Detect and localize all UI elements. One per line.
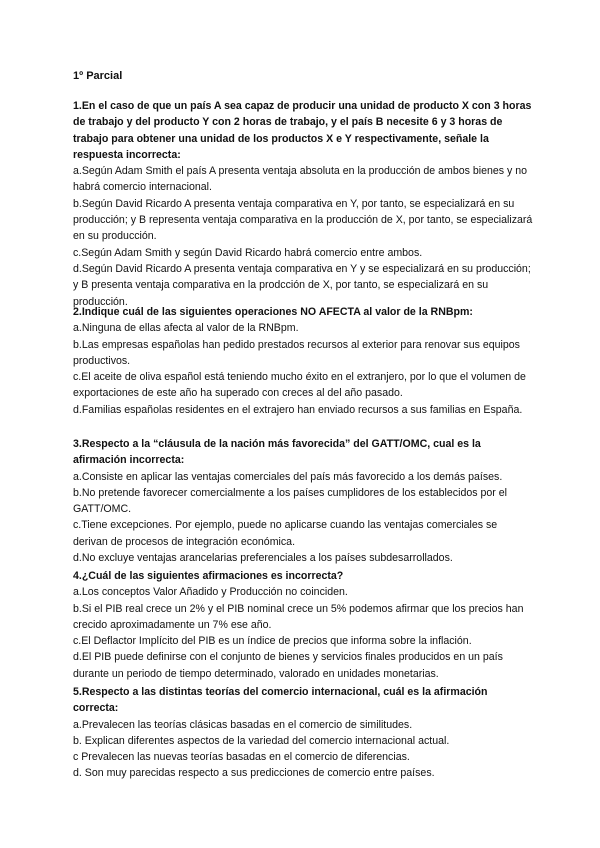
question-text: 2.Indique cuál de las siguientes operaciones NO AFECTA al valor de la RNBpm: [73,306,473,318]
option-d: d.El PIB puede definirse con el conjunto de bienes y servicios finales producidos en un país durante un periodo de tiempo determinado, valorado en unidades monetarias. [73,651,503,680]
option-c: c.El aceite de oliva español está teniendo mucho éxito en el extranjero, por lo que el volumen de exportaciones de este año ha superado con creces al del año pasado. [73,371,526,400]
option-d: d.Familias españolas residentes en el extrajero han enviado recursos a sus familias en España. [73,403,523,416]
question-text: 5.Respecto a las distintas teorías del comercio internacional, cuál es la afirmación correcta: [73,686,488,715]
question-text: 3.Respecto a la “cláusula de la nación más favorecida” del GATT/OMC, cual es la afirmación incorrecta: [73,438,481,467]
question-3 [73,436,533,566]
question-text: 1.En el caso de que un país A sea capaz de producir una unidad de producto X con 3 horas de trabajo y del producto Y con 2 horas de trabajo, y el país B necesite 6 y 3 horas de trabajo para obtener una unidad de los productos X e Y respectivamente, señale la respuesta incorrecta: [73,100,532,161]
option-a: a.Los conceptos Valor Añadido y Producción no coinciden. [73,586,348,599]
option-c: c.El Deflactor Implícito del PIB es un índice de precios que informa sobre la inflación. [73,635,472,648]
option-b: b.Según David Ricardo A presenta ventaja comparativa en Y, por tanto, se especializará en su producción; y B representa ventaja comparativa en la producción de X, por tanto, se especializará en su producción. [73,197,533,243]
question-2 [73,304,533,418]
option-c: c.Según Adam Smith y según David Ricardo habrá comercio entre ambos. [73,246,423,259]
option-b: b. Explican diferentes aspectos de la variedad del comercio internacional actual. [73,734,450,747]
page-title: 1º Parcial [73,70,123,82]
option-a: a.Ninguna de ellas afecta al valor de la RNBpm. [73,322,299,335]
option-c: c Prevalecen las nuevas teorías basadas en el comercio de diferencias. [73,751,410,764]
option-a: a.Según Adam Smith el país A presenta ventaja absoluta en la producción de ambos bienes y no habrá comercio internacional. [73,165,528,194]
option-b: b.No pretende favorecer comercialmente a los países cumplidores de los establecidos por el GATT/OMC. [73,486,507,516]
question-5 [73,684,533,782]
option-c: c.Tiene excepciones. Por ejemplo, puede no aplicarse cuando las ventajas comerciales se derivan de procesos de integración económica. [73,519,498,548]
option-b: b.Las empresas españolas han pedido prestados recursos al exterior para renovar sus equipos productivos. [73,338,520,367]
option-d: d. Son muy parecidas respecto a sus predicciones de comercio entre países. [73,767,435,780]
question-text: 4.¿Cuál de las siguientes afirmaciones es incorrecta? [73,570,344,582]
option-b: b.Si el PIB real crece un 2% y el PIB nominal crece un 5% podemos afirmar que los precios han crecido aproximadamente un 7% ese año. [73,602,524,631]
question-4 [73,568,533,682]
option-d: d.Según David Ricardo A presenta ventaja comparativa en Y y se especializará en su producción; y B presenta ventaja comparativa en la prodcción de X, por tanto, se especializará en su producción. [73,262,531,308]
option-a: a.Prevalecen las teorías clásicas basadas en el comercio de similitudes. [73,718,413,731]
option-d: d.No excluye ventajas arancelarias preferenciales a los países subdesarrollados. [73,552,453,565]
option-a: a.Consiste en aplicar las ventajas comerciales del país más favorecido a los demás países. [73,470,503,483]
question-1 [73,98,533,310]
